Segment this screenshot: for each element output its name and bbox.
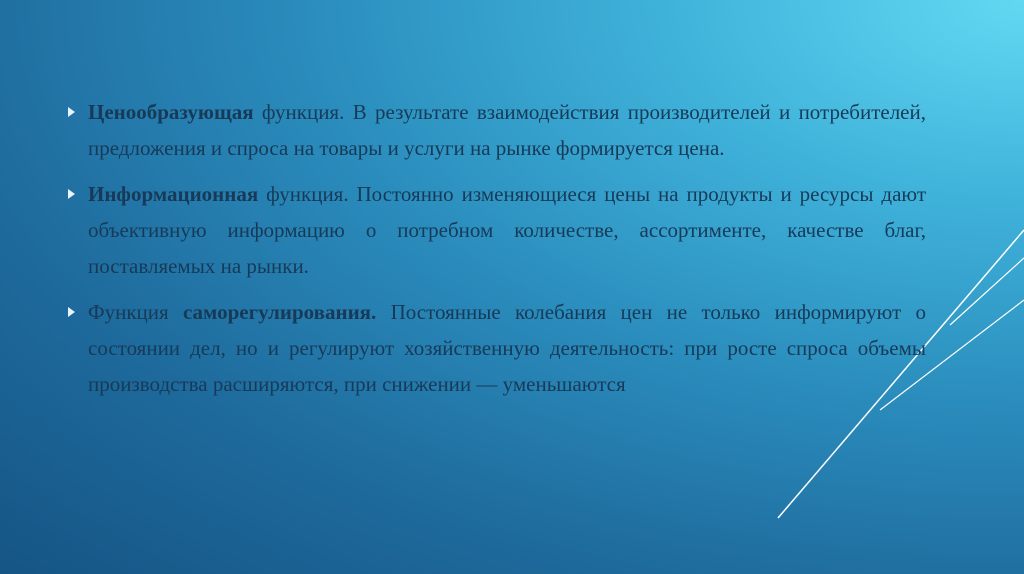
bullet-bold-term: Информационная [88,182,259,206]
bullet-item-self-regulation [68,294,926,402]
bullet-bold-term: саморегулирования. [182,300,377,324]
bullet-list [68,94,926,412]
bullet-item-information [68,176,926,284]
bullet-text: функция. Постоянно изменяющиеся цены на продукты и ресурсы дают объективную информацию о потребном количестве, ассортименте, качестве благ, поставляемых на рынки. [88,182,926,278]
bullet-prefix: Функция [88,300,183,324]
bullet-arrow-icon [68,189,75,199]
deco-line-2 [950,258,1024,325]
bullet-arrow-icon [68,307,75,317]
bullet-bold-term: Ценообразующая [88,100,254,124]
bullet-text: функция. В результате взаимодействия производителей и потребителей, предложения и спроса на товары и услуги на рынке формируется цена. [88,100,926,160]
bullet-item-pricing [68,94,926,166]
bullet-text: Постоянные колебания цен не только информируют о состоянии дел, но и регулируют хозяйственную деятельность: при росте спроса объемы производства расширяются, при снижении — уменьшаются [88,300,926,396]
bullet-arrow-icon [68,107,75,117]
